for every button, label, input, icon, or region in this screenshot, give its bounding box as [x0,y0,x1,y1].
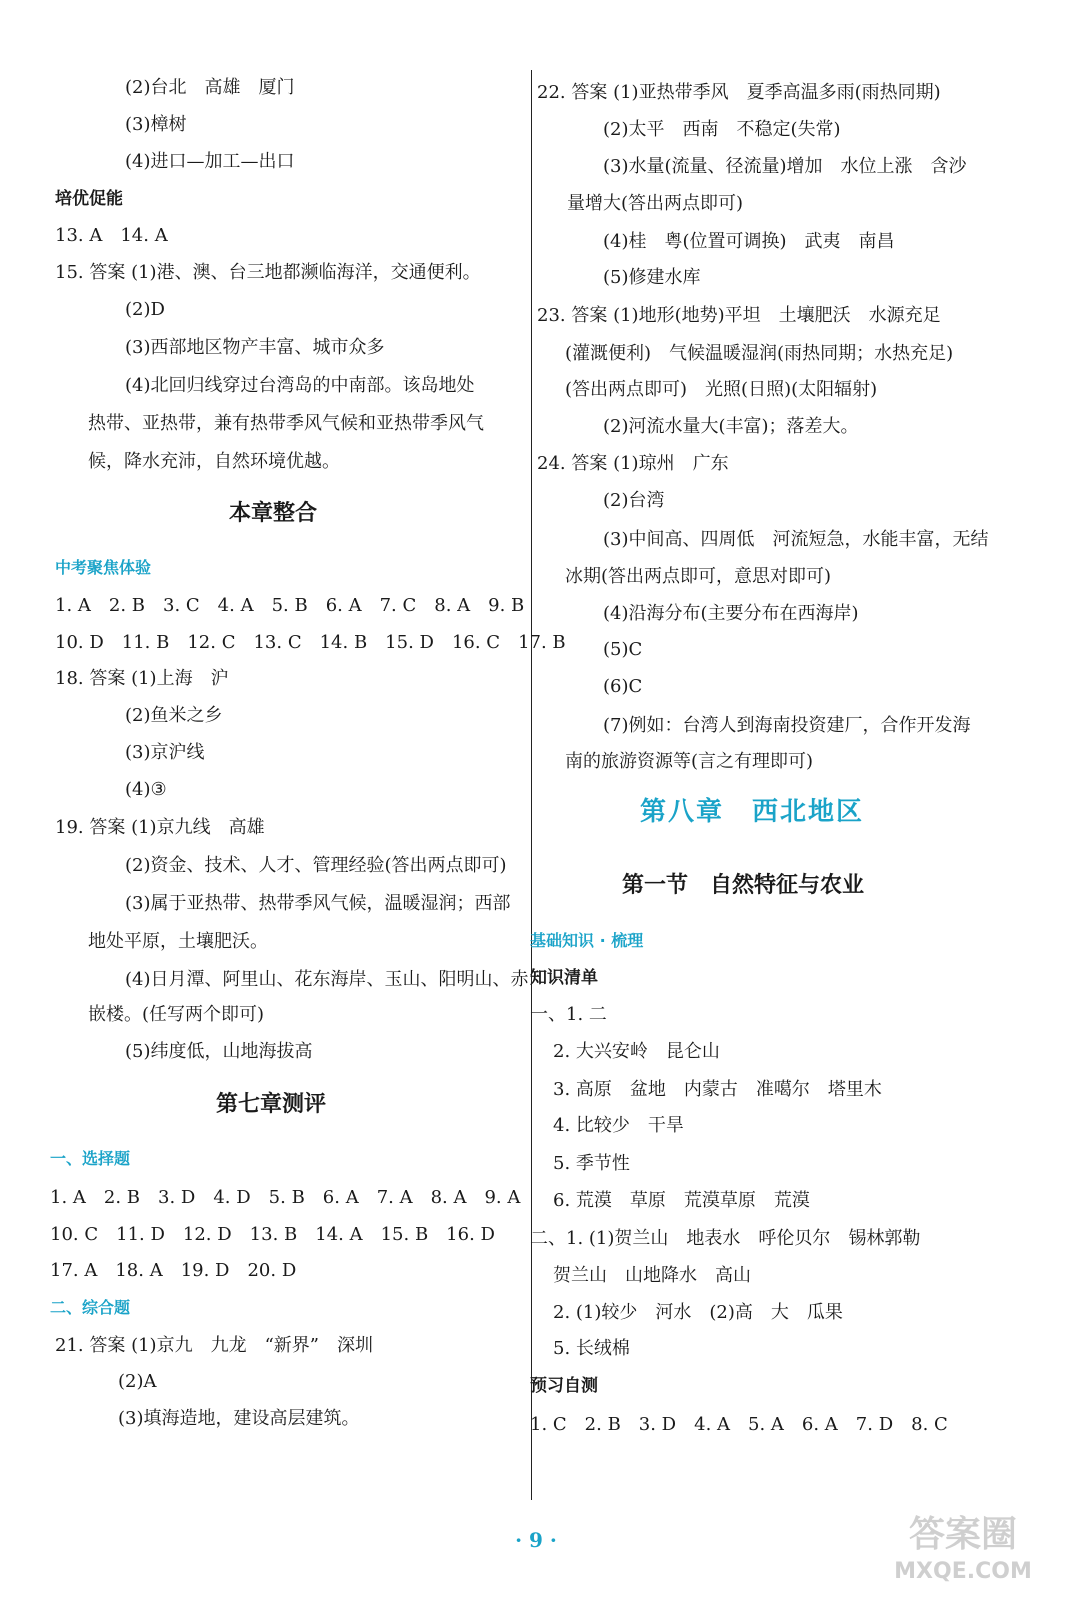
column-divider [531,70,532,1500]
answer-line: (4)沿海分布(主要分布在西海岸) [603,603,859,624]
subsection-label: 预习自测 [530,1376,598,1396]
subsection-label: 一、选择题 [50,1149,131,1168]
answer-line: (4)桂 粤(位置可调换) 武夷 南昌 [603,231,895,252]
answer-line: 1. A 2. B 3. D 4. D 5. B 6. A 7. A 8. A 9. A [50,1187,521,1208]
answer-line: 17. A 18. A 19. D 20. D [50,1260,297,1281]
answer-line: (2)资金、技术、人才、管理经验(答出两点即可) [125,855,507,876]
answer-line: 2. (1)较少 河水 (2)高 大 瓜果 [553,1302,843,1323]
section-heading: 第七章测评 [216,1092,327,1117]
answer-line: (3)水量(流量、径流量)增加 水位上涨 含沙 [603,156,967,177]
answer-line: 5. 长绒棉 [553,1338,630,1359]
answer-line: (3)樟树 [125,114,187,135]
section-heading: 第一节 自然特征与农业 [622,873,865,898]
answer-line: (2)台湾 [603,490,665,511]
answer-line: (3)西部地区物产丰富、城市众多 [125,337,385,358]
answer-line: (2)D [125,299,165,320]
answer-line: 一、1. 二 [530,1004,607,1025]
answer-line: (2)A [118,1371,157,1392]
subsection-label: 二、综合题 [50,1298,131,1317]
answer-line: 5. 季节性 [553,1153,630,1174]
answer-line: (4)北回归线穿过台湾岛的中南部。该岛地处 [125,375,475,396]
answer-line: 6. 荒漠 草原 荒漠草原 荒漠 [553,1190,810,1211]
answer-line: 嵌楼。(任写两个即可) [88,1004,265,1025]
answer-line: (3)填海造地，建设高层建筑。 [118,1408,360,1429]
answer-line: 候，降水充沛，自然环境优越。 [88,451,340,472]
answer-line: 地处平原，土壤肥沃。 [88,931,268,952]
answer-line: (3)中间高、四周低 河流短急，水能丰富，无结 [603,529,989,550]
answer-line: 3. 高原 盆地 内蒙古 准噶尔 塔里木 [553,1079,882,1100]
answer-line: (2)太平 西南 不稳定(失常) [603,119,841,140]
answer-line: 13. A 14. A [55,225,168,246]
watermark-text-bottom: MXQE.COM [894,1559,1032,1584]
answer-line: (5)修建水库 [603,267,701,288]
answer-line: 1. C 2. B 3. D 4. A 5. A 6. A 7. D 8. C [530,1414,948,1435]
answer-line: 冰期(答出两点即可，意思对即可) [565,566,832,587]
watermark-logo [868,1506,1058,1586]
section-heading: 本章整合 [229,501,318,526]
answer-line: (4)日月潭、阿里山、花东海岸、玉山、阳明山、赤 [125,969,529,990]
answer-line: 22. 答案 (1)亚热带季风 夏季高温多雨(雨热同期) [537,82,941,103]
answer-line: 18. 答案 (1)上海 沪 [55,668,229,689]
answer-line: 4. 比较少 干旱 [553,1115,684,1136]
answer-line: 南的旅游资源等(言之有理即可) [565,751,814,772]
page-number: · 9 · [515,1528,557,1552]
answer-line: (答出两点即可) 光照(日照)(太阳辐射) [565,379,878,400]
subsection-label: 培优促能 [55,189,123,209]
answer-line: (2)台北 高雄 厦门 [125,77,295,98]
answer-line: (5)纬度低，山地海拔高 [125,1041,313,1062]
subsection-label: 中考聚焦体验 [55,558,152,577]
answer-line: (5)C [603,639,643,660]
answer-line: (2)鱼米之乡 [125,705,223,726]
answer-line: 1. A 2. B 3. C 4. A 5. B 6. A 7. C 8. A 9. B [55,595,525,616]
answer-line: 10. D 11. B 12. C 13. C 14. B 15. D 16. C 17. B [55,632,566,653]
answer-line: (6)C [603,676,643,697]
answer-line: (4)③ [125,779,167,800]
answer-line: 21. 答案 (1)京九 九龙 “新界” 深圳 [55,1335,373,1356]
answer-line: (7)例如：台湾人到海南投资建厂，合作开发海 [603,715,971,736]
answer-line: 贺兰山 山地降水 高山 [553,1265,751,1286]
answer-line: 热带、亚热带，兼有热带季风气候和亚热带季风气 [88,413,484,434]
answer-line: 24. 答案 (1)琼州 广东 [537,453,729,474]
answer-line: 19. 答案 (1)京九线 高雄 [55,817,265,838]
answer-line: (3)京沪线 [125,742,205,763]
answer-line: 量增大(答出两点即可) [567,193,744,214]
subsection-label: 基础知识 · 梳理 [530,931,644,950]
answer-line: 2. 大兴安岭 昆仑山 [553,1041,720,1062]
answer-line: (4)进口—加工—出口 [125,151,295,172]
answer-line: 15. 答案 (1)港、澳、台三地都濒临海洋，交通便利。 [55,262,481,283]
answer-line: 二、1. (1)贺兰山 地表水 呼伦贝尔 锡林郭勒 [530,1228,921,1249]
answer-line: 23. 答案 (1)地形(地势)平坦 土壤肥沃 水源充足 [537,305,941,326]
answer-line: 10. C 11. D 12. D 13. B 14. A 15. B 16. D [50,1224,495,1245]
subsection-label: 知识清单 [530,968,598,988]
section-heading: 第八章 西北地区 [640,797,865,827]
answer-line: (灌溉便利) 气候温暖湿润(雨热同期；水热充足) [565,343,954,364]
answer-line: (3)属于亚热带、热带季风气候，温暖湿润；西部 [125,893,511,914]
answer-line: (2)河流水量大(丰富)；落差大。 [603,416,859,437]
watermark-text-top: 答案圈 [908,1514,1018,1555]
